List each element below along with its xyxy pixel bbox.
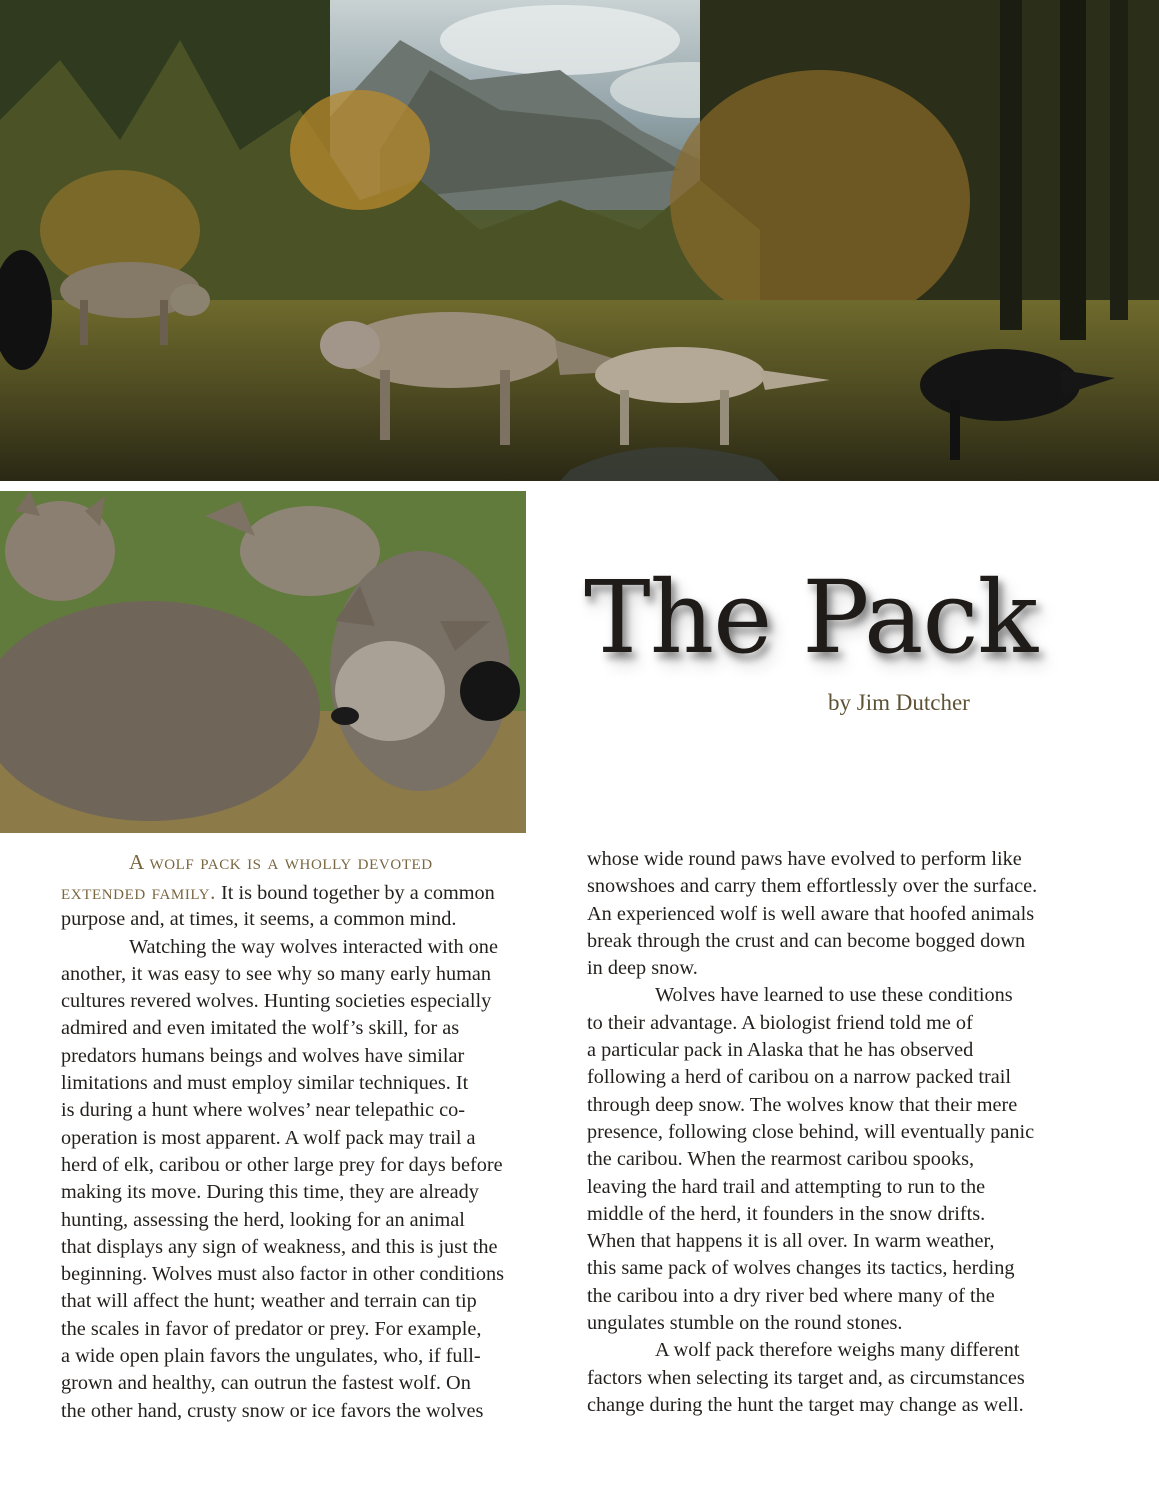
tree-trunk: [1060, 0, 1086, 340]
body-line: herd of elk, caribou or other large prey for days before: [61, 1153, 503, 1176]
body-line: following a herd of caribou on a narrow packed trail: [587, 1066, 1012, 1089]
body-line: that displays any sign of weakness, and this is just the: [61, 1235, 498, 1258]
body-line: purpose and, at times, it seems, a common mind.: [61, 908, 457, 931]
body-line: is during a hunt where wolves’ near telepathic co-: [61, 1099, 465, 1122]
tree-trunk: [1110, 0, 1128, 320]
body-line: whose wide round paws have evolved to perform like: [587, 848, 1022, 870]
article-byline: by Jim Dutcher: [828, 690, 970, 715]
hero-photo-illustration: [0, 0, 1159, 481]
body-line: predators humans beings and wolves have similar: [61, 1044, 465, 1067]
body-line: through deep snow. The wolves know that their mere: [587, 1093, 1018, 1116]
cloud: [440, 5, 680, 75]
body-column-left: [61, 846, 564, 1425]
paragraph-start-line: Wolves have learned to use these conditions: [655, 984, 1013, 1007]
body-line: grown and healthy, can outrun the fastest wolf. On: [61, 1372, 471, 1395]
body-line: to their advantage. A biologist friend told me of: [587, 1011, 973, 1034]
wolf-background-left: [5, 491, 115, 601]
body-line: admired and even imitated the wolf’s skill, for as: [61, 1017, 460, 1040]
body-line: limitations and must employ similar techniques. It: [61, 1072, 469, 1095]
body-line: factors when selecting its target and, as circumstances: [587, 1366, 1025, 1389]
body-line: middle of the herd, it founders in the snow drifts.: [587, 1202, 986, 1225]
body-line: that will affect the hunt; weather and terrain can tip: [61, 1290, 477, 1313]
body-line: a particular pack in Alaska that he has observed: [587, 1039, 974, 1062]
body-text: It is bound together by a common: [215, 882, 495, 904]
inset-photo-wolves-closeup: [0, 491, 526, 833]
paragraph-start-line: Watching the way wolves interacted with one: [129, 935, 498, 958]
body-line: in deep snow.: [587, 957, 698, 980]
paragraph-start-line: A wolf pack therefore weighs many different: [655, 1339, 1020, 1362]
body-line: the caribou. When the rearmost caribou spooks,: [587, 1148, 975, 1171]
body-line: An experienced wolf is well aware that hoofed animals: [587, 902, 1035, 925]
body-line: change during the hunt the target may change as well.: [587, 1393, 1024, 1416]
body-line: snowshoes and carry them effortlessly over the surface.: [587, 875, 1038, 898]
body-column-right: [587, 846, 1092, 1419]
body-line: the scales in favor of predator or prey. For example,: [61, 1317, 482, 1340]
body-line: the other hand, crusty snow or ice favors the wolves: [61, 1399, 484, 1422]
body-line: break through the crust and can become bogged down: [587, 929, 1026, 952]
inset-photo-illustration: [0, 491, 526, 833]
body-line: a wide open plain favors the ungulates, who, if full-: [61, 1345, 481, 1368]
wolf-black-tail: [460, 661, 520, 721]
lead-in-line: A wolf pack is a wholly devoted: [129, 850, 433, 874]
body-line: beginning. Wolves must also factor in other conditions: [61, 1263, 504, 1286]
article-title: The Pack: [584, 559, 1038, 676]
body-line: leaving the hard trail and attempting to run to the: [587, 1175, 986, 1198]
body-line: making its move. During this time, they are already: [61, 1181, 479, 1204]
body-line: cultures revered wolves. Hunting societies especially: [61, 990, 492, 1013]
body-line: ungulates stumble on the round stones.: [587, 1312, 903, 1335]
tree-trunk: [1000, 0, 1022, 330]
lead-in-smallcaps: extended family.: [61, 880, 216, 904]
body-line: this same pack of wolves changes its tactics, herding: [587, 1257, 1015, 1280]
autumn-shrub: [670, 70, 970, 330]
body-line: [61, 879, 564, 906]
hero-photo-wolf-pack-forest: [0, 0, 1159, 481]
body-line: operation is most apparent. A wolf pack may trail a: [61, 1126, 476, 1149]
body-line: When that happens it is all over. In warm weather,: [587, 1230, 995, 1253]
body-line: another, it was easy to see why so many early human: [61, 962, 492, 985]
autumn-tree: [290, 90, 430, 210]
body-line: the caribou into a dry river bed where many of the: [587, 1284, 995, 1307]
body-line: presence, following close behind, will eventually panic: [587, 1120, 1035, 1143]
body-line: hunting, assessing the herd, looking for an animal: [61, 1208, 465, 1231]
